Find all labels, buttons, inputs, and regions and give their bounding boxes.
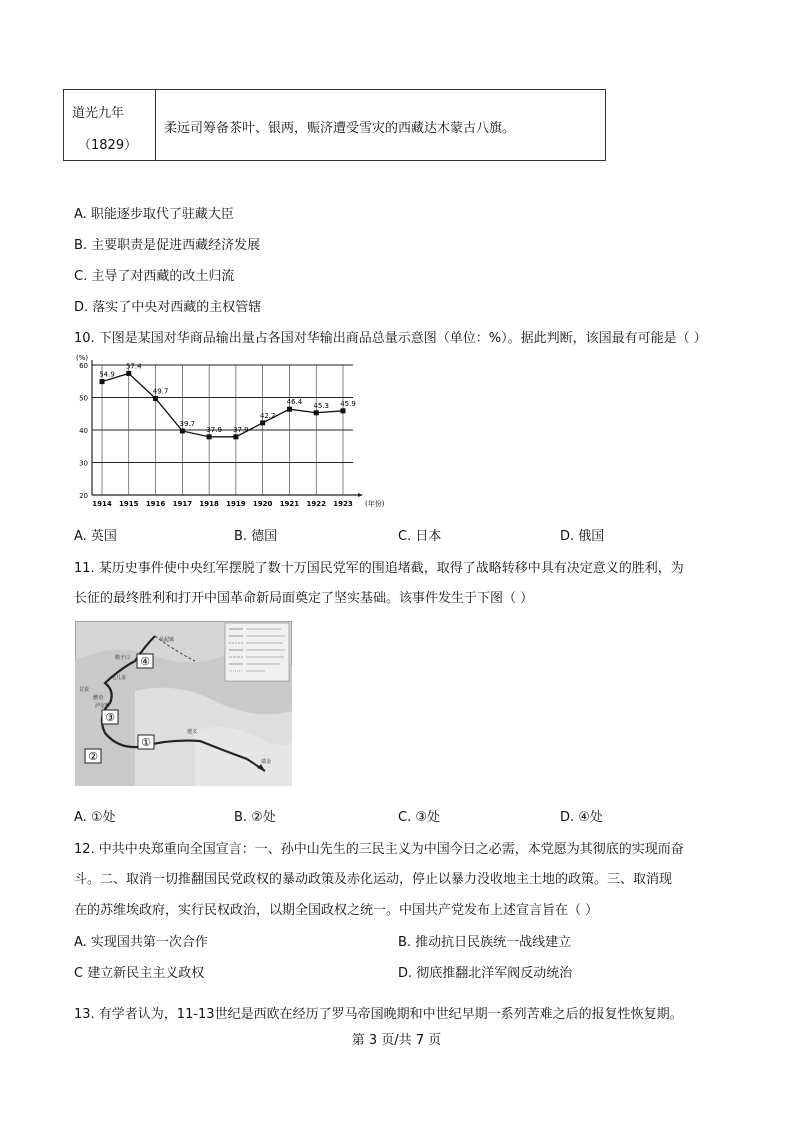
table-row-header-cell [64,90,156,160]
q11-option-b: B. ②处 [234,810,276,825]
data-label: 45.9 [340,399,356,408]
q10-option-d: D. 俄国 [560,529,605,544]
data-label: 54.9 [99,370,115,379]
q9-option-a: A. 职能逐步取代了驻藏大臣 [74,207,234,222]
svg-text:③: ③ [105,711,115,724]
map-label-ruijin: 瑞金 [261,759,272,765]
svg-text:④: ④ [140,655,150,668]
q11-option-d: D. ④处 [560,810,603,825]
q10-stem: 10. 下图是某国对华商品输出量占各国对华输出商品总量示意图（单位：%）。据此判断，该国最有可能是（ ） [74,331,707,346]
table-content-cell: 柔远司筹备茶叶、银两，赈济遭受雪灾的西藏达木蒙古八旗。 [164,121,516,136]
q9-option-b: B. 主要职责是促进西藏经济发展 [74,238,261,253]
x-tick-label: 1919 [226,500,246,508]
q12-option-a: A. 实现国共第一次合作 [74,935,208,950]
y-tick-label: 60 [79,362,88,370]
data-label: 37.9 [206,425,222,434]
q9-option-d: D. 落实了中央对西藏的主权管辖 [74,300,262,315]
q12-stem-line1: 12. 中共中央郑重向全国宣言：一、孙中山先生的三民主义为中国今日之必需，本党愿为其彻底的实现而奋 [74,842,684,857]
data-point [287,407,292,412]
map-label-wuqizhen: 吴起镇 [159,637,175,643]
svg-text:②: ② [88,750,98,763]
q10-option-b: B. 德国 [234,529,278,544]
data-label: 37.9 [233,425,249,434]
map-label-lazikou: 腊子口 [115,655,131,661]
data-point [153,396,158,401]
q10-option-c: C. 日本 [398,529,442,544]
x-tick-label: 1920 [252,500,273,508]
x-axis-label: (年份) [365,500,385,508]
q11-option-c: C. ③处 [398,810,440,825]
series-line [102,373,343,436]
q11-stem-line1: 11. 某历史事件使中央红军摆脱了数十万国民党军的围追堵截，取得了战略转移中具有决定意义的胜利，为 [74,561,684,576]
data-label: 39.7 [179,419,196,428]
x-tick-label: 1918 [199,500,219,508]
x-tick-label: 1922 [306,500,326,508]
y-tick-label: 30 [79,459,88,468]
data-label: 46.4 [286,398,303,407]
data-point [233,434,238,439]
map-label-maogong: 懋功 [93,695,104,701]
map-label-ludingqiao: 泸定桥 [95,703,111,709]
table-year-label: 道光九年 [72,106,125,121]
q12-option-d: D. 彻底推翻北洋军阀反动统治 [398,966,573,981]
data-point [100,379,105,384]
x-tick-label: 1916 [145,500,166,508]
data-point [260,420,265,425]
table-year-number: （1829） [78,138,138,153]
map-marker-4 [137,654,153,668]
map-label-zunyi: 遵义 [187,729,198,735]
x-tick-label: 1917 [172,500,193,508]
q12-stem-line2: 斗。二、取消一切推翻国民党政权的暴动政策及赤化运动，停止以暴力没收地主土地的政策。三、取消现 [74,872,673,887]
y-axis-label: (%) [76,354,89,362]
data-point [314,410,319,415]
x-tick-label: 1923 [333,500,353,508]
map-marker-2 [85,749,101,763]
map-marker-1 [138,735,154,749]
page-footer: 第 3 页/共 7 页 [351,1033,442,1048]
y-tick-label: 40 [79,427,88,435]
x-tick-label: 1921 [279,500,300,508]
map-label-maoergai: 毛儿盖 [111,675,127,681]
long-march-map [75,621,292,786]
q13-stem: 13. 有学者认为，11-13世纪是西欧在经历了罗马帝国晚期和中世纪早期一系列苦难之后的报复性恢复期。 [74,1007,683,1022]
data-label: 45.3 [313,401,330,410]
svg-text:①: ① [141,736,151,749]
q9-option-c: C. 主导了对西藏的改土归流 [74,269,235,284]
q10-option-a: A. 英国 [74,529,117,544]
q11-option-a: A. ①处 [74,810,116,825]
data-point [341,408,346,413]
data-point [180,428,185,433]
line-chart [70,350,390,515]
q12-stem-line3: 在的苏维埃政府，实行民权政治，以期全国政权之统一。中国共产党发布上述宣言旨在（ ） [74,903,599,918]
q12-option-b: B. 推动抗日民族统一战线建立 [398,935,572,950]
data-label: 57.4 [125,362,142,371]
y-tick-label: 50 [79,394,88,403]
x-tick-label: 1914 [92,500,112,508]
data-label: 42.2 [259,411,276,420]
x-tick-label: 1915 [119,500,139,508]
x-axis-arrow [358,493,363,497]
info-table [63,89,606,161]
data-point [207,434,212,439]
data-point [126,371,131,376]
q12-option-c: C 建立新民主主义政权 [74,966,205,981]
q11-stem-line2: 长征的最终胜利和打开中国革命新局面奠定了坚实基础。该事件发生于下图（ ） [74,591,534,606]
map-marker-3 [102,710,118,724]
y-tick-label: 20 [79,492,88,500]
data-label: 49.7 [152,387,169,396]
map-label-ganzi: 甘孜 [79,687,90,693]
